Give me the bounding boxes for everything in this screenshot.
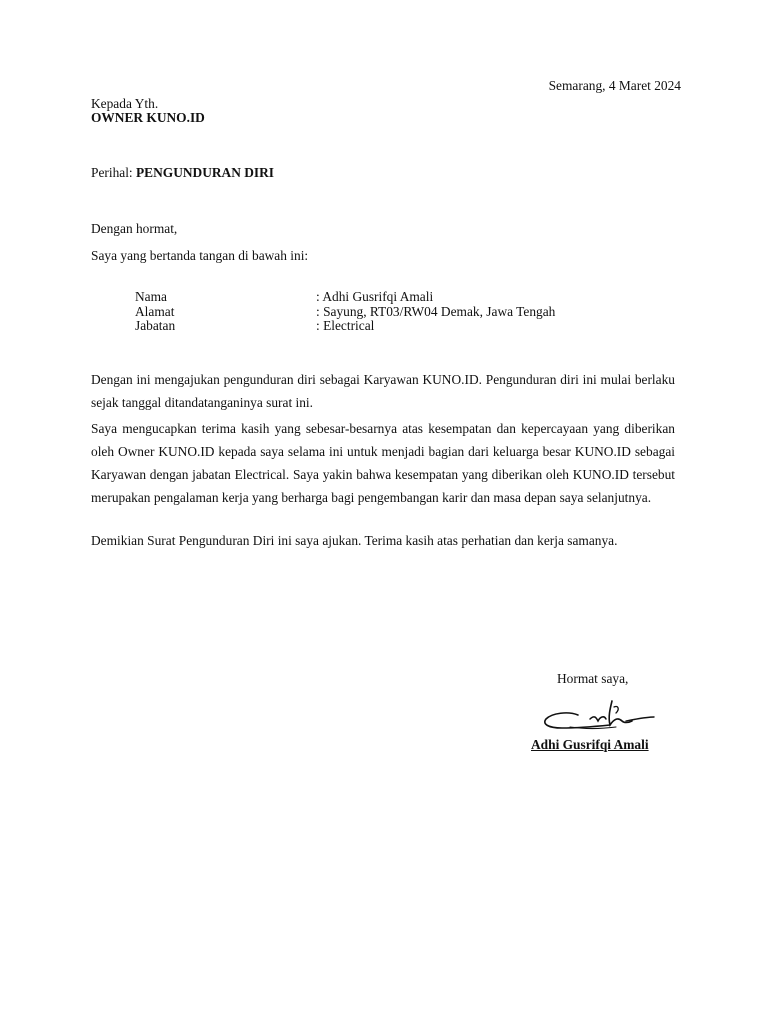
signature-image (540, 695, 660, 737)
body-paragraph: Saya mengucapkan terima kasih yang sebesar-besarnya atas kesempatan dan kepercayaan yang diberikan oleh Owner KUNO.ID kepada saya selama ini untuk menjadi bagian dari keluarga besar KUNO.ID sebagai Karyawan dengan jabatan Electrical. Saya yakin bahwa kesempatan yang diberikan oleh KUNO.ID tersebut merupakan pengalaman kerja yang berharga bagi pengembangan karir dan masa depan saya selanjutnya. (91, 421, 675, 505)
subject-line (91, 165, 274, 181)
personal-details (135, 290, 555, 334)
detail-value: : Electrical (316, 318, 375, 333)
detail-value: : Sayung, RT03/RW04 Demak, Jawa Tengah (316, 303, 556, 319)
subject-label: Perihal: (91, 165, 136, 180)
body-paragraph: Dengan ini mengajukan pengunduran diri sebagai Karyawan KUNO.ID. Pengunduran diri ini mulai berlaku sejak tanggal ditandatanganinya surat ini. (91, 372, 675, 410)
closing: Hormat saya, (557, 671, 629, 686)
detail-label: Alamat (135, 303, 175, 319)
detail-label: Jabatan (135, 318, 176, 333)
recipient-salutation: Kepada Yth. (91, 96, 159, 111)
signature-icon (540, 695, 660, 737)
signer-name: Adhi Gusrifqi Amali (531, 737, 649, 752)
detail-row-position (135, 319, 555, 334)
subject-value: PENGUNDURAN DIRI (136, 165, 274, 180)
detail-label: Nama (135, 289, 167, 304)
greeting: Dengan hormat, (91, 221, 178, 236)
intro-text: Saya yang bertanda tangan di bawah ini: (91, 248, 309, 263)
body-paragraph: Demikian Surat Pengunduran Diri ini saya ajukan. Terima kasih atas perhatian dan kerja samanya. (91, 533, 618, 548)
letter-date: Semarang, 4 Maret 2024 (548, 78, 681, 93)
recipient-name: OWNER KUNO.ID (91, 110, 205, 125)
detail-row-name (135, 290, 555, 305)
detail-value: : Adhi Gusrifqi Amali (316, 289, 434, 304)
detail-row-address (135, 305, 555, 320)
